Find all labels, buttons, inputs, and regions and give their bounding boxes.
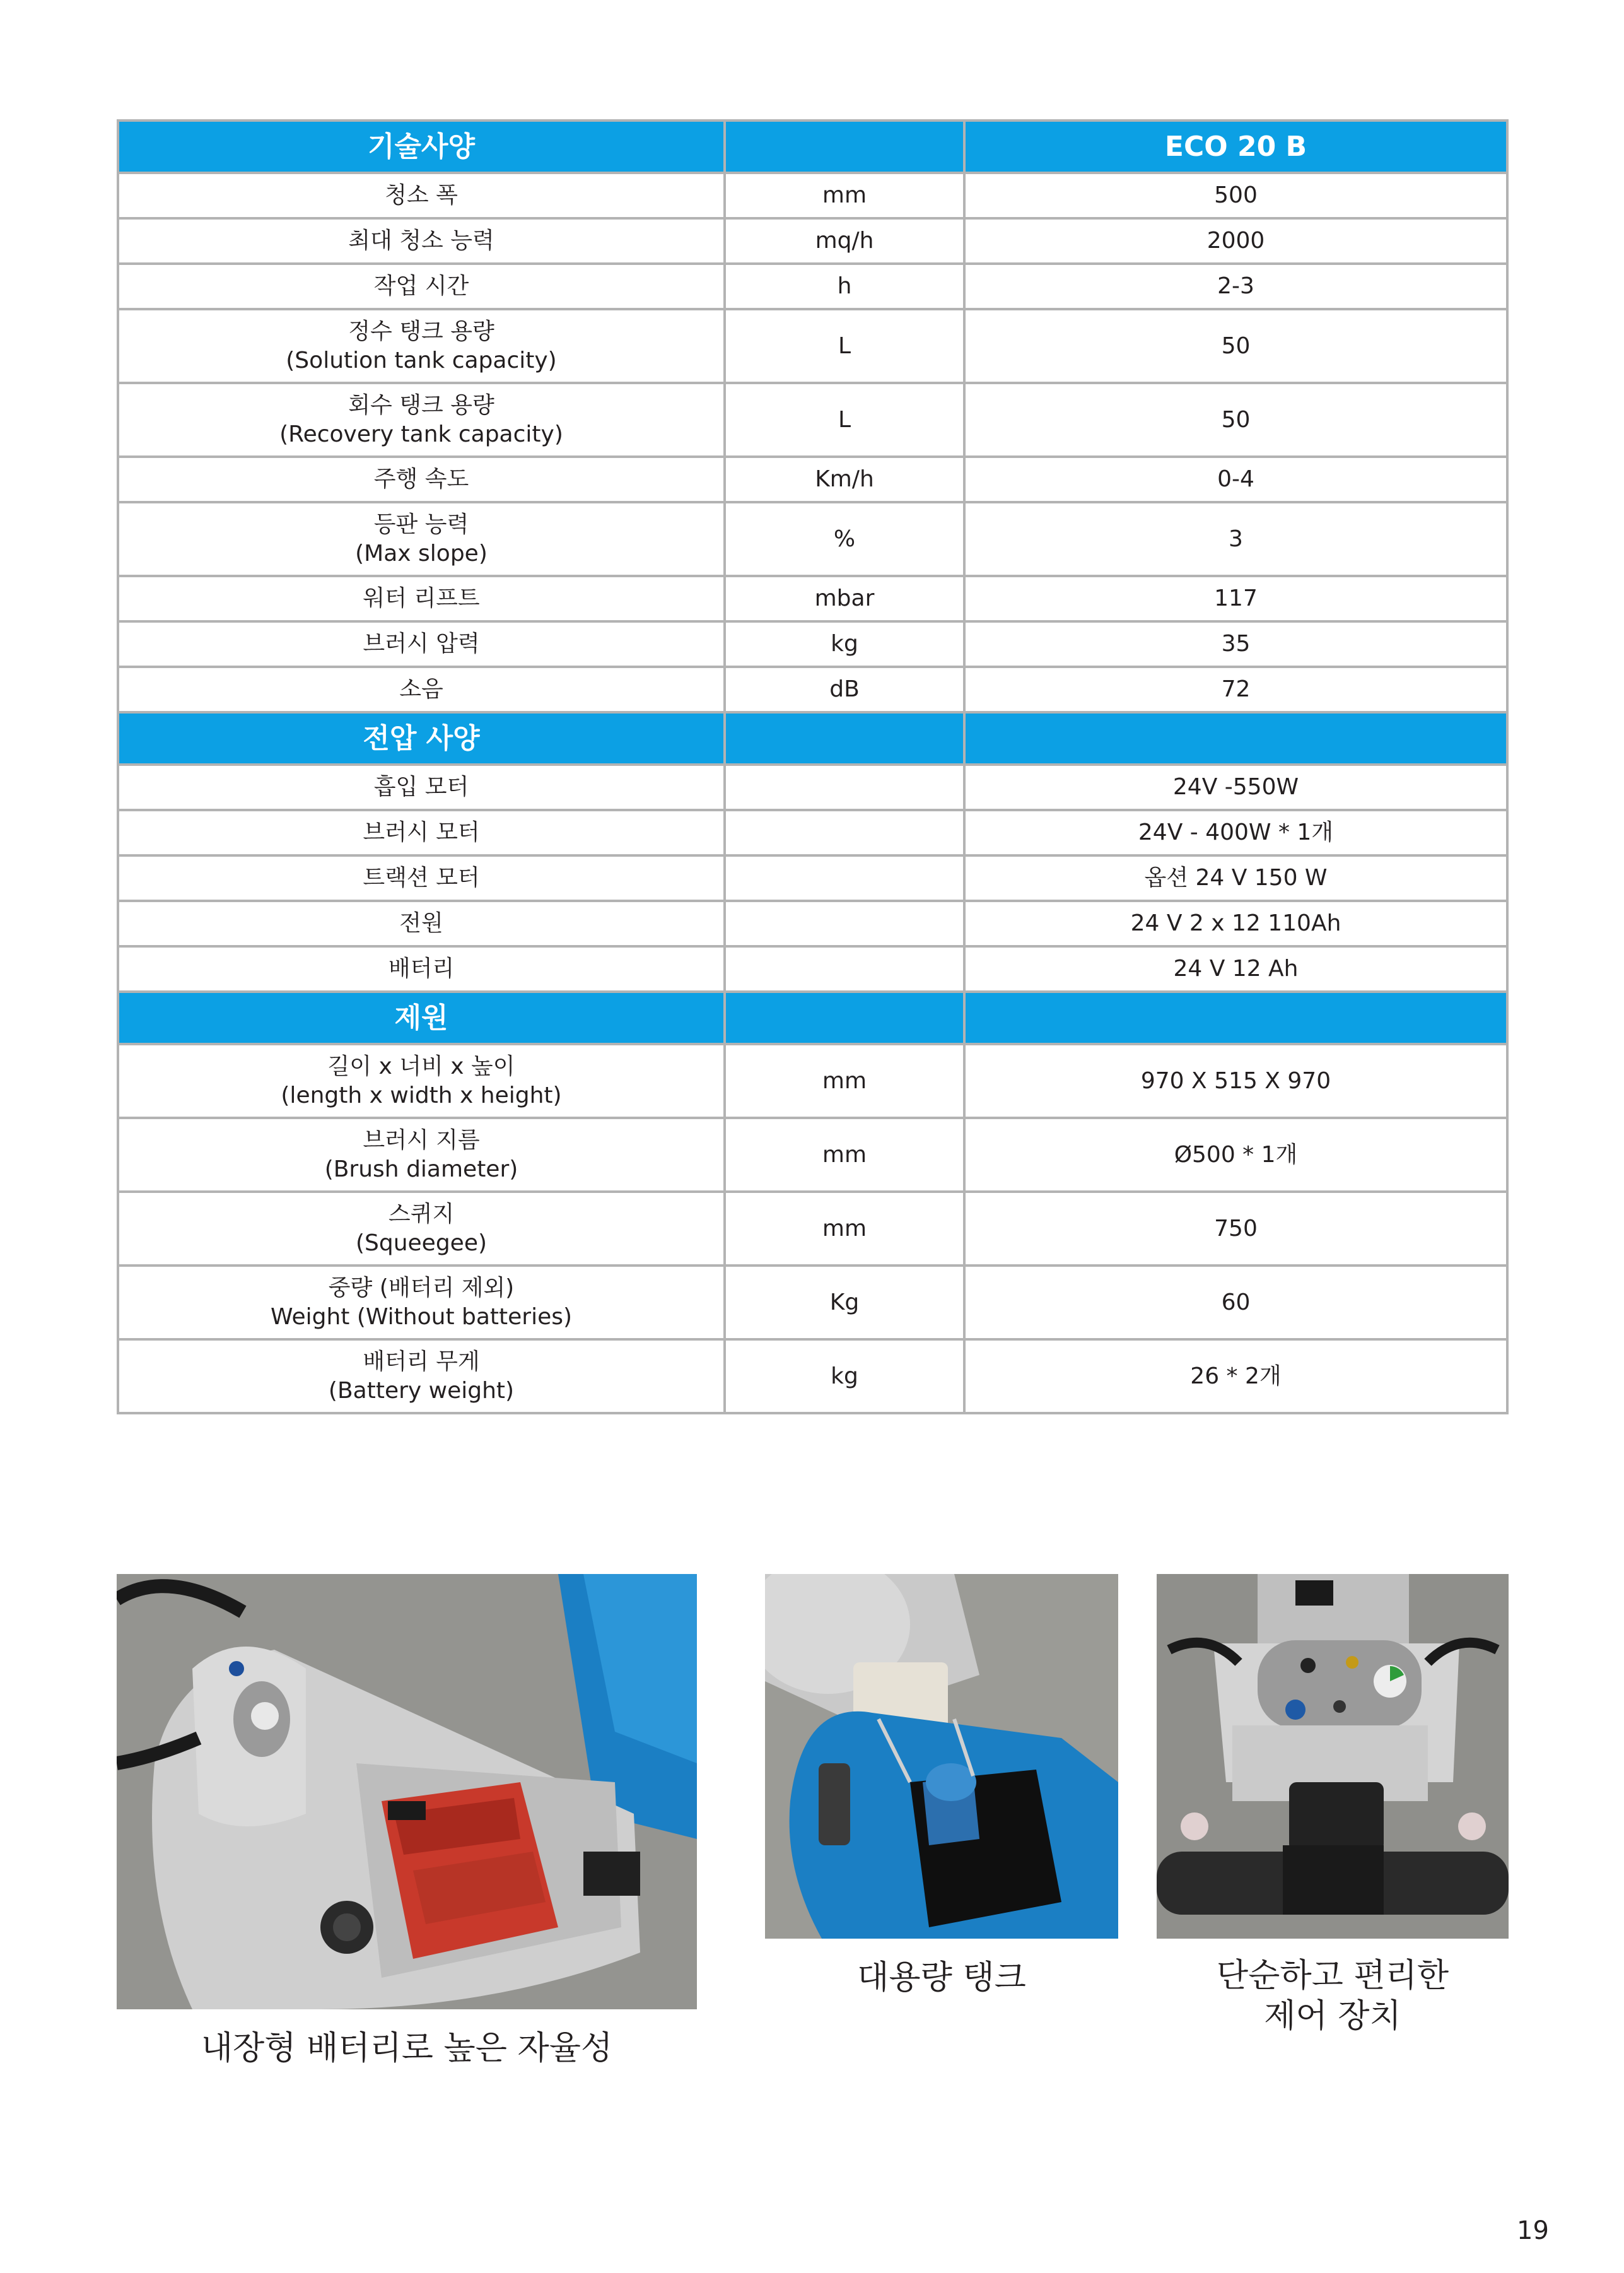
row-value: 2-3: [964, 264, 1507, 309]
row-unit: mq/h: [725, 218, 964, 264]
row-unit: L: [725, 383, 964, 457]
page-number: 19: [1517, 2216, 1549, 2245]
header-unit-cell: [725, 712, 964, 765]
row-unit: L: [725, 309, 964, 383]
row-value: 117: [964, 576, 1507, 621]
row-value: 26 * 2개: [964, 1339, 1507, 1413]
row-value: 24V - 400W * 1개: [964, 810, 1507, 855]
row-value: 24 V 12 Ah: [964, 946, 1507, 992]
row-value: 72: [964, 667, 1507, 712]
row-label: 길이 x 너비 x 높이 (length x width x height): [118, 1044, 725, 1118]
row-label: 중량 (배터리 제외) Weight (Without batteries): [118, 1266, 725, 1339]
row-unit: Km/h: [725, 457, 964, 502]
row-label: 등판 능력 (Max slope): [118, 502, 725, 576]
row-unit: [725, 855, 964, 901]
table-row: [118, 502, 1507, 576]
control-panel-photo: [1157, 1574, 1509, 1939]
table-row: [118, 309, 1507, 383]
header-unit-cell: [725, 992, 964, 1044]
row-value: 24 V 2 x 12 110Ah: [964, 901, 1507, 946]
voltage-header-row: [118, 712, 1507, 765]
dimensions-header-row: [118, 992, 1507, 1044]
row-unit: [725, 946, 964, 992]
row-unit: [725, 901, 964, 946]
table-row: [118, 1266, 1507, 1339]
row-unit: mbar: [725, 576, 964, 621]
row-label: 브러시 압력: [118, 621, 725, 667]
table-row: [118, 264, 1507, 309]
table-row: [118, 1118, 1507, 1192]
row-label: 청소 폭: [118, 173, 725, 218]
row-label: 브러시 지름 (Brush diameter): [118, 1118, 725, 1192]
table-row: [118, 457, 1507, 502]
row-unit: [725, 765, 964, 810]
row-value: 3: [964, 502, 1507, 576]
row-label: 정수 탱크 용량 (Solution tank capacity): [118, 309, 725, 383]
row-unit: h: [725, 264, 964, 309]
row-unit: mm: [725, 1044, 964, 1118]
tank-photo: [765, 1574, 1118, 1939]
row-label: 배터리: [118, 946, 725, 992]
row-unit: Kg: [725, 1266, 964, 1339]
specs-header-row: [118, 120, 1507, 173]
table-row: [118, 855, 1507, 901]
table-row: [118, 383, 1507, 457]
row-unit: kg: [725, 621, 964, 667]
table-row: [118, 173, 1507, 218]
row-value: 500: [964, 173, 1507, 218]
row-value: 50: [964, 383, 1507, 457]
row-unit: kg: [725, 1339, 964, 1413]
row-label: 소음: [118, 667, 725, 712]
row-value: 0-4: [964, 457, 1507, 502]
header-value-cell: [964, 992, 1507, 1044]
row-label: 최대 청소 능력: [118, 218, 725, 264]
row-label: 배터리 무게 (Battery weight): [118, 1339, 725, 1413]
row-unit: %: [725, 502, 964, 576]
row-label: 브러시 모터: [118, 810, 725, 855]
model-name: ECO 20 B: [964, 120, 1507, 173]
specs-section-title: 기술사양: [118, 120, 725, 173]
control-caption: 단순하고 편리한 제어 장치: [1216, 1957, 1449, 2035]
battery-caption: 내장형 배터리로 높은 자율성: [201, 2029, 613, 2067]
row-unit: mm: [725, 1192, 964, 1266]
table-row: [118, 901, 1507, 946]
row-label: 워터 리프트: [118, 576, 725, 621]
battery-photo: [117, 1574, 697, 2009]
table-row: [118, 1192, 1507, 1266]
header-unit-cell: [725, 120, 964, 173]
row-value: Ø500 * 1개: [964, 1118, 1507, 1192]
row-value: 2000: [964, 218, 1507, 264]
row-value: 35: [964, 621, 1507, 667]
row-value: 50: [964, 309, 1507, 383]
table-row: [118, 576, 1507, 621]
row-value: 750: [964, 1192, 1507, 1266]
header-value-cell: [964, 712, 1507, 765]
table-row: [118, 810, 1507, 855]
table-row: [118, 946, 1507, 992]
row-label: 전원: [118, 901, 725, 946]
spec-table: [117, 119, 1509, 1414]
table-row: [118, 667, 1507, 712]
row-label: 스퀴지 (Squeegee): [118, 1192, 725, 1266]
row-unit: mm: [725, 173, 964, 218]
row-unit: mm: [725, 1118, 964, 1192]
tank-caption: 대용량 탱크: [857, 1959, 1026, 1997]
table-row: [118, 1339, 1507, 1413]
row-value: 60: [964, 1266, 1507, 1339]
dimensions-section-title: 제원: [118, 992, 725, 1044]
row-value: 970 X 515 X 970: [964, 1044, 1507, 1118]
table-row: [118, 621, 1507, 667]
row-value: 옵션 24 V 150 W: [964, 855, 1507, 901]
row-label: 작업 시간: [118, 264, 725, 309]
row-unit: dB: [725, 667, 964, 712]
row-unit: [725, 810, 964, 855]
table-row: [118, 218, 1507, 264]
row-value: 24V -550W: [964, 765, 1507, 810]
row-label: 흡입 모터: [118, 765, 725, 810]
row-label: 주행 속도: [118, 457, 725, 502]
row-label: 트랙션 모터: [118, 855, 725, 901]
table-row: [118, 1044, 1507, 1118]
table-row: [118, 765, 1507, 810]
voltage-section-title: 전압 사양: [118, 712, 725, 765]
row-label: 회수 탱크 용량 (Recovery tank capacity): [118, 383, 725, 457]
